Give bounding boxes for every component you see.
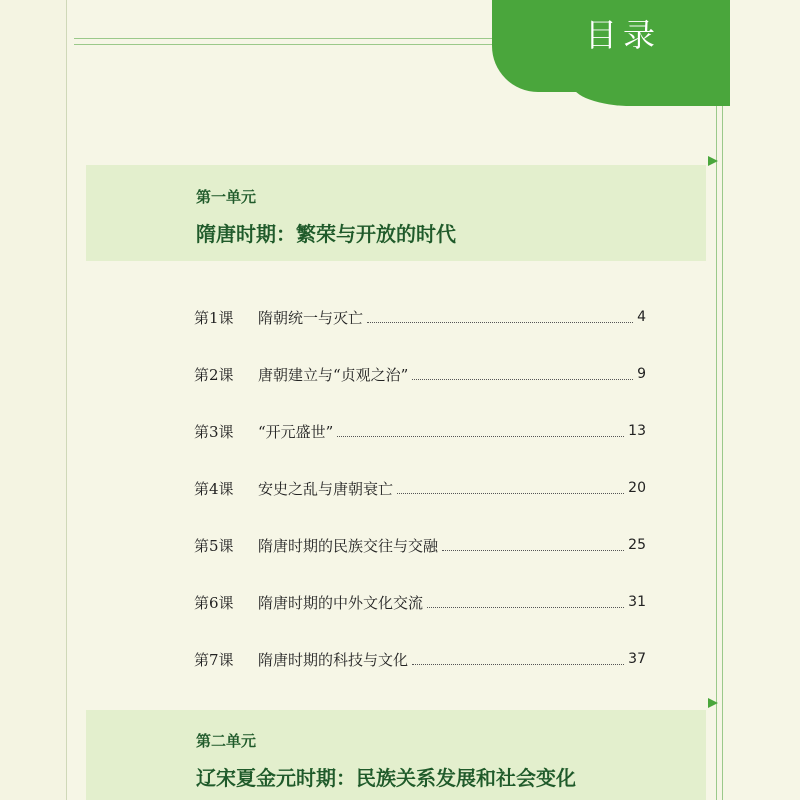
lesson-number: 第3课 xyxy=(194,422,234,441)
lesson-title: 隋唐时期的中外文化交流 xyxy=(258,593,424,612)
leader-dots xyxy=(427,597,624,608)
toc-heading: 目录 xyxy=(585,16,662,54)
lesson-number: 第4课 xyxy=(194,479,234,498)
lesson-title: 唐朝建立与“贞观之治” xyxy=(258,365,409,384)
lesson-title: “开元盛世” xyxy=(258,422,334,441)
lesson-number: 第6课 xyxy=(194,593,234,612)
lesson-number: 第2课 xyxy=(194,365,234,384)
toc-row[interactable] xyxy=(194,477,646,499)
page-number: 4 xyxy=(637,309,646,325)
page-number: 13 xyxy=(628,423,646,439)
decorative-rule xyxy=(74,44,504,45)
lesson-title: 隋朝统一与灭亡 xyxy=(258,308,364,327)
decorative-rule xyxy=(722,0,723,800)
page-number: 9 xyxy=(637,366,646,382)
page-number: 20 xyxy=(628,480,646,496)
leader-dots xyxy=(442,540,624,551)
toc-row[interactable] xyxy=(194,534,646,556)
unit-title: 辽宋夏金元时期：民族关系发展和社会变化 xyxy=(196,766,576,790)
page-number: 31 xyxy=(628,594,646,610)
toc-row[interactable] xyxy=(194,363,646,385)
decorative-rule xyxy=(74,38,504,39)
leader-dots xyxy=(412,654,624,665)
page-number: 37 xyxy=(628,651,646,667)
toc-row[interactable] xyxy=(194,648,646,670)
leader-dots xyxy=(367,312,633,323)
lesson-number: 第7课 xyxy=(194,650,234,669)
toc-row[interactable] xyxy=(194,420,646,442)
toc-page xyxy=(66,0,800,800)
lesson-title: 安史之乱与唐朝衰亡 xyxy=(258,479,394,498)
lesson-title: 隋唐时期的科技与文化 xyxy=(258,650,409,669)
leader-dots xyxy=(412,369,633,380)
page-number: 25 xyxy=(628,537,646,553)
toc-row[interactable] xyxy=(194,591,646,613)
unit-label: 第一单元 xyxy=(196,188,257,206)
leader-dots xyxy=(337,426,624,437)
unit-label: 第二单元 xyxy=(196,732,257,750)
decorative-rule xyxy=(716,0,717,800)
lesson-number: 第1课 xyxy=(194,308,234,327)
lesson-title: 隋唐时期的民族交往与交融 xyxy=(258,536,439,555)
toc-row[interactable] xyxy=(194,306,646,328)
unit-title: 隋唐时期：繁荣与开放的时代 xyxy=(196,222,456,246)
lesson-number: 第5课 xyxy=(194,536,234,555)
leader-dots xyxy=(397,483,624,494)
